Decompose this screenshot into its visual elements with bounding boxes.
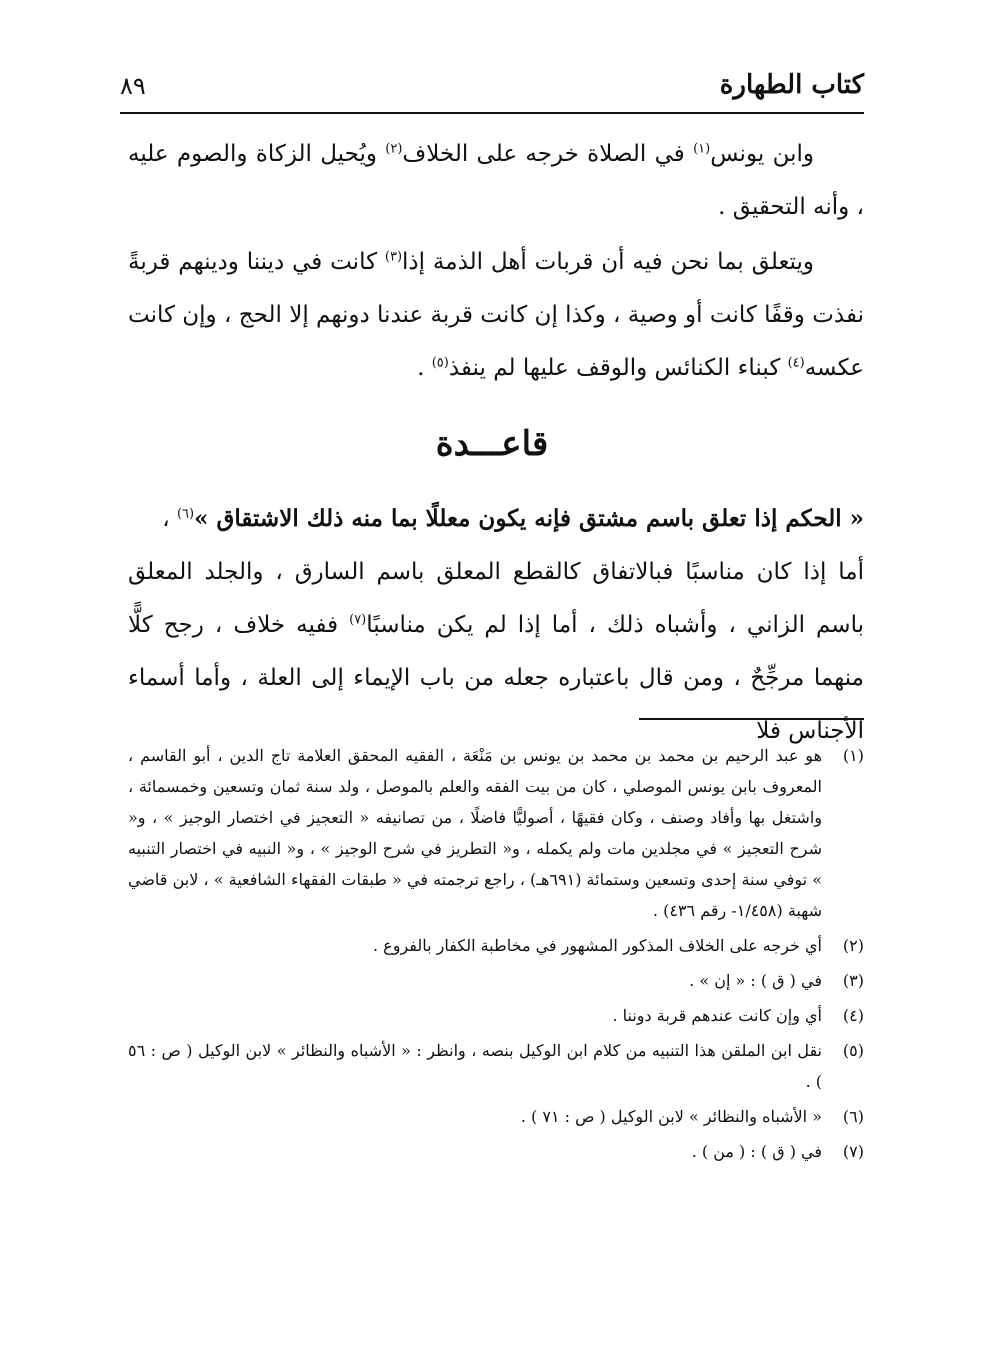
text-run: ويتعلق بما نحن فيه أن قربات أهل الذمة إذا: [402, 249, 815, 275]
footnote-ref-7[interactable]: (٧): [349, 612, 367, 628]
rule-explanation: [128, 546, 864, 758]
footnote-ref-6[interactable]: (٦): [176, 506, 195, 522]
footnote-number: (٦): [842, 1107, 864, 1126]
footnote-item: [128, 1000, 868, 1031]
footnote-ref-3[interactable]: (٣): [384, 249, 403, 265]
text-run: .: [417, 355, 432, 381]
footnote-ref-1[interactable]: (١): [693, 141, 711, 157]
page-header: [120, 60, 864, 114]
paragraph-2: [128, 236, 864, 395]
footnote-number: (٧): [842, 1142, 864, 1161]
text-run: ،: [162, 506, 177, 532]
page-number: ٨٩: [120, 72, 146, 100]
footnote-number: (١): [842, 746, 864, 765]
footnote-number: (٢): [842, 936, 864, 955]
text-run: كبناء الكنائس والوقف عليها لم ينفذ: [448, 355, 788, 381]
quote-mark: »: [194, 505, 217, 532]
footnote-item: [128, 1035, 868, 1097]
footnote-ref-2[interactable]: (٢): [385, 141, 403, 157]
footnote-text: « الأشباه والنظائر » لابن الوكيل ( ص : ٧١ ) .: [520, 1107, 822, 1126]
header-rule: [120, 112, 864, 114]
footnote-number: (٥): [842, 1041, 864, 1060]
quote-mark: «: [841, 505, 864, 532]
main-text: [128, 128, 864, 395]
footnote-text: أي خرجه على الخلاف المذكور المشهور في مخاطبة الكفار بالفروع .: [373, 936, 822, 955]
footnote-separator: [639, 718, 864, 720]
footnote-text: أي وإن كانت عندهم قربة دوننا .: [612, 1006, 822, 1025]
footnote-text: هو عبد الرحيم بن محمد بن محمد بن يونس بن مَنْعَة ، الفقيه المحقق العلامة تاج الدين ، أبو القاسم ، المعروف بابن يونس الموصلي ، كان من بيت الفقه والعلم بالموصل ، ولد سنة ثمان وتسعين وخمسمائة ، واشتغل بها وأفاد وصنف ، وكان فقيهًا ، أصوليًّا فاضلًا ، من تصانيفه « التعجيز في اختصار الوجيز » ، و« شرح التعجيز » في مجلدين مات ولم يكمله ، و« التطريز في شرح الوجيز » ، و« النبيه في اختصار التنبيه » توفي سنة إحدى وتسعين وستمائة (٦٩١هـ) ، راجع ترجمته في « طبقات الفقهاء الشافعية » ، لابن قاضي شهبة (١/٤٥٨- رقم ٤٣٦) .: [128, 746, 822, 920]
footnote-ref-4[interactable]: (٤): [787, 355, 805, 371]
paragraph-1: [128, 128, 864, 234]
rule-statement: [128, 492, 864, 546]
running-title: كتاب الطهارة: [719, 70, 864, 100]
footnote-item: [128, 965, 868, 996]
footnote-ref-5[interactable]: (٥): [431, 355, 449, 371]
footnotes: [128, 740, 868, 1171]
text-run: ويُحيل الزكاة والصوم عليه ، وأنه التحقيق .: [128, 141, 864, 220]
footnote-text: في ( ق ) : ( من ) .: [691, 1142, 822, 1161]
text-run: كانت في ديننا ودينهم قربةً نفذت وقفًا كانت أو وصية ، وكذا إن كانت قربة عندنا دونهم إلا الحج ، وإن كانت عكسه: [128, 249, 864, 381]
text-run: في الصلاة خرجه على الخلاف: [402, 141, 694, 167]
footnote-text: نقل ابن الملقن هذا التنبيه من كلام ابن الوكيل بنصه ، وانظر : « الأشباه والنظائر » لابن الوكيل ( ص : ٥٦ ) .: [128, 1041, 823, 1091]
footnote-text: في ( ق ) : « إن » .: [689, 971, 822, 990]
text-run: وابن يونس: [710, 141, 814, 167]
rule-statement-text: الحكم إذا تعلق باسم مشتق فإنه يكون معللًا بما منه ذلك الاشتقاق: [216, 505, 842, 532]
footnote-item: [128, 930, 868, 961]
section-heading: قاعـــدة: [435, 424, 549, 464]
text-run: أما إذا كان مناسبًا فبالاتفاق كالقطع المعلق باسم السارق ، والجلد المعلق باسم الزاني ، وأشباه ذلك ، أما إذا لم يكن مناسبًا: [128, 559, 864, 638]
footnote-number: (٤): [842, 1006, 864, 1025]
footnote-number: (٣): [842, 971, 864, 990]
text-run: ففيه خلاف ، رجح كلًّا منهما مرجِّحٌ ، ومن قال باعتباره جعله من باب الإيماء إلى العلة ، وأما أسماء الأجناس فلا: [128, 612, 864, 744]
footnote-item: [128, 740, 868, 926]
footnote-item: [128, 1136, 868, 1167]
footnote-item: [128, 1101, 868, 1132]
